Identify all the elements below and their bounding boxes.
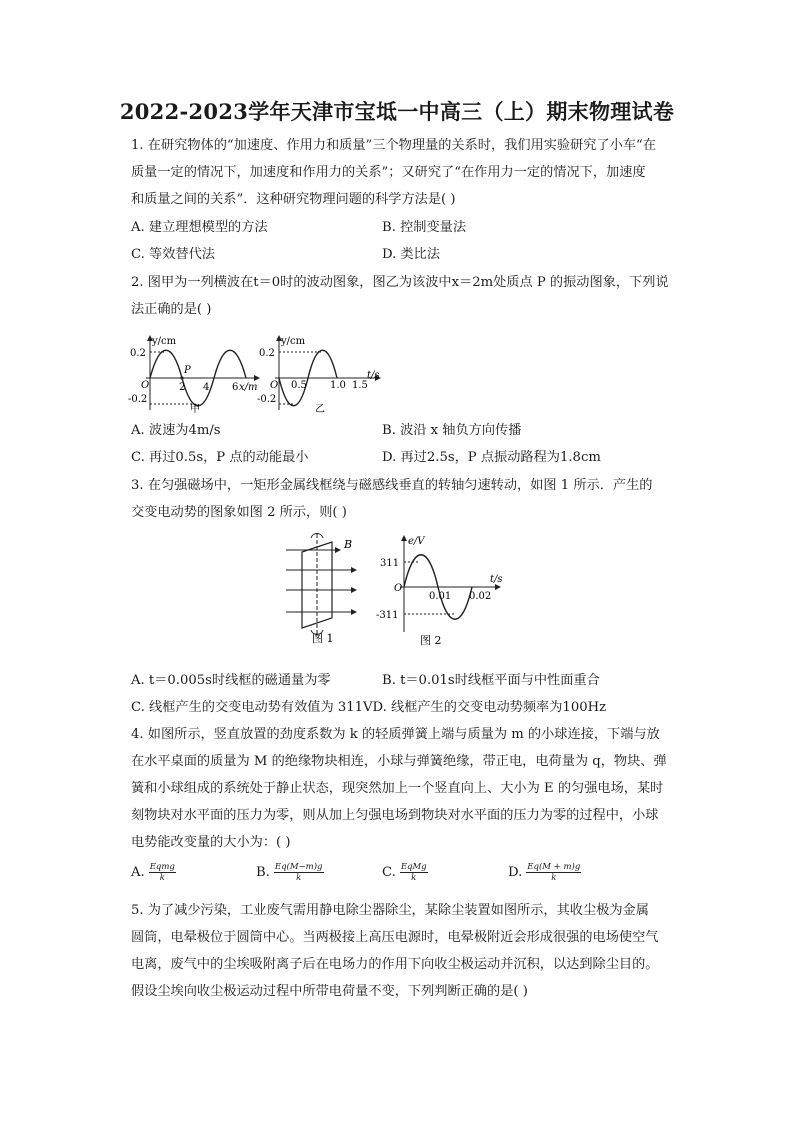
field-label: B <box>344 538 353 551</box>
q3-line-2: 交变电动势的图象如图 2 所示，则( ) <box>131 505 347 520</box>
q4-option-a-fraction <box>149 862 176 883</box>
denominator: k <box>411 873 417 883</box>
q5-line-1: 5. 为了减少污染，工业废气需用静电除尘器除尘，某除尘装置如图所示，其收尘极为金属 <box>131 903 649 918</box>
caption-jia: 甲 <box>190 404 200 414</box>
q4-option-d <box>508 862 581 883</box>
t-tick-0-02: 0.02 <box>469 591 492 602</box>
y-bottom-label: -0.2 <box>257 394 277 405</box>
q4-option-c <box>382 862 428 883</box>
q2-figure-yi <box>257 332 382 414</box>
numerator: Eq(M + m)g <box>527 862 581 872</box>
y-top-label: 0.2 <box>130 348 146 359</box>
t-label: t/s <box>490 574 503 585</box>
point-p <box>180 376 183 379</box>
y-label: y/cm <box>281 336 306 347</box>
q4-option-d-fraction <box>526 862 581 883</box>
q4-option-a-label: A. <box>131 865 145 880</box>
t-tick-1-0: 1.0 <box>330 380 346 391</box>
q5-line-2: 圆筒，电晕极位于圆筒中心。当两极接上高压电源时，电晕极附近会形成很强的电场使空气 <box>131 930 659 945</box>
q4-line-2: 在水平桌面的质量为 M 的绝缘物块相连，小球与弹簧绝缘，带正电，电荷量为 q，物块、弹 <box>131 754 667 769</box>
q3-figure-1 <box>280 530 370 648</box>
q1-line-2: 质量一定的情况下，加速度和作用力的关系”；又研究了“在作用力一定的情况下，加速度 <box>131 165 646 180</box>
t-tick-0-5: 0.5 <box>291 380 307 391</box>
x-tick-6: 6 <box>232 382 239 393</box>
denominator: k <box>159 873 165 883</box>
q3-figure-2 <box>372 532 512 650</box>
q4-option-c-label: C. <box>382 865 396 880</box>
q2-option-b: B. 波沿 x 轴负方向传播 <box>382 423 522 438</box>
numerator: EqMg <box>400 862 427 872</box>
caption-fig2: 图 2 <box>420 634 442 647</box>
q4-option-b-fraction <box>274 862 324 883</box>
q3-option-b: B. t＝0.01s时线框平面与中性面重合 <box>382 673 600 688</box>
q4-option-b-label: B. <box>256 865 270 880</box>
denominator: k <box>296 873 302 883</box>
t-tick-0-01: 0.01 <box>429 591 452 602</box>
y-top-label: 0.2 <box>259 348 275 359</box>
q3-option-a: A. t＝0.005s时线框的磁通量为零 <box>131 673 331 688</box>
x-tick-4: 4 <box>203 382 210 393</box>
point-p-label: P <box>184 365 191 376</box>
x-label: x/m <box>239 382 258 393</box>
q5-line-4: 假设尘埃向收尘极运动过程中所带电荷量不变，下列判断正确的是( ) <box>131 984 528 999</box>
q1-option-b: B. 控制变量法 <box>382 220 467 235</box>
origin-label: O <box>394 583 403 594</box>
numerator: Eqmg <box>149 862 175 872</box>
origin-label: O <box>141 380 150 391</box>
q4-line-3: 簧和小球组成的系统处于静止状态，现突然加上一个竖直向上、大小为 E 的匀强电场，某时 <box>131 781 664 796</box>
q2-figure-jia <box>128 332 263 414</box>
q1-line-3: 和质量之间的关系”．这种研究物理问题的科学方法是( ) <box>131 192 456 207</box>
page-title: 2022-2023学年天津市宝坻一中高三（上）期末物理试卷 <box>119 99 675 124</box>
y-label: y/cm <box>152 336 177 347</box>
denominator: k <box>551 873 557 883</box>
q5-line-3: 电离，废气中的尘埃吸附离子后在电场力的作用下向收尘极运动并沉积，以达到除尘目的。 <box>131 957 659 972</box>
q1-option-c: C. 等效替代法 <box>131 247 215 262</box>
q3-option-cd: C. 线框产生的交变电动势有效值为 311VD. 线框产生的交变电动势频率为100Hz <box>131 700 607 715</box>
q2-line-2: 法正确的是( ) <box>131 302 212 317</box>
x-tick-2: 2 <box>179 382 186 393</box>
q2-option-c: C. 再过0.5s，P 点的动能最小 <box>131 450 309 465</box>
q3-line-1: 3. 在匀强磁场中，一矩形金属线框绕与磁感线垂直的转轴匀速转动，如图 1 所示．产生的 <box>131 478 653 493</box>
q4-option-b <box>256 862 324 883</box>
numerator: Eq(M−m)g <box>274 862 323 872</box>
t-label: t/s <box>367 370 380 381</box>
caption-fig1: 图 1 <box>312 632 334 645</box>
q2-option-d: D. 再过2.5s，P 点振动路程为1.8cm <box>382 450 601 465</box>
y-top-label: 311 <box>380 558 400 569</box>
q4-option-d-label: D. <box>508 865 523 880</box>
q4-line-1: 4. 如图所示，竖直放置的劲度系数为 k 的轻质弹簧上端与质量为 m 的小球连接，下端与放 <box>131 727 660 742</box>
t-tick-1-5: 1.5 <box>352 380 368 391</box>
q4-line-5: 电势能改变量的大小为：( ) <box>131 835 291 850</box>
q4-line-4: 刻物块对水平面的压力为零，则从加上匀强电场到物块对水平面的压力为零的过程中，小球 <box>131 808 659 823</box>
y-bottom-label: -0.2 <box>128 394 148 405</box>
q1-option-d: D. 类比法 <box>382 247 441 262</box>
q4-option-c-fraction <box>400 862 428 883</box>
caption-yi: 乙 <box>315 404 325 414</box>
q4-option-a <box>131 862 176 883</box>
q2-option-a: A. 波速为4m/s <box>131 423 221 438</box>
y-label: e/V <box>408 536 425 547</box>
q1-option-a: A. 建立理想模型的方法 <box>131 220 268 235</box>
y-bottom-label: -311 <box>376 610 399 621</box>
q1-line-1: 1. 在研究物体的“加速度、作用力和质量”三个物理量的关系时，我们用实验研究了小车“在 <box>131 138 656 153</box>
q2-line-1: 2. 图甲为一列横波在t＝0时的波动图象，图乙为该波中x＝2m处质点 P 的振动图象，下列说 <box>131 275 669 290</box>
origin-label: O <box>270 380 279 391</box>
